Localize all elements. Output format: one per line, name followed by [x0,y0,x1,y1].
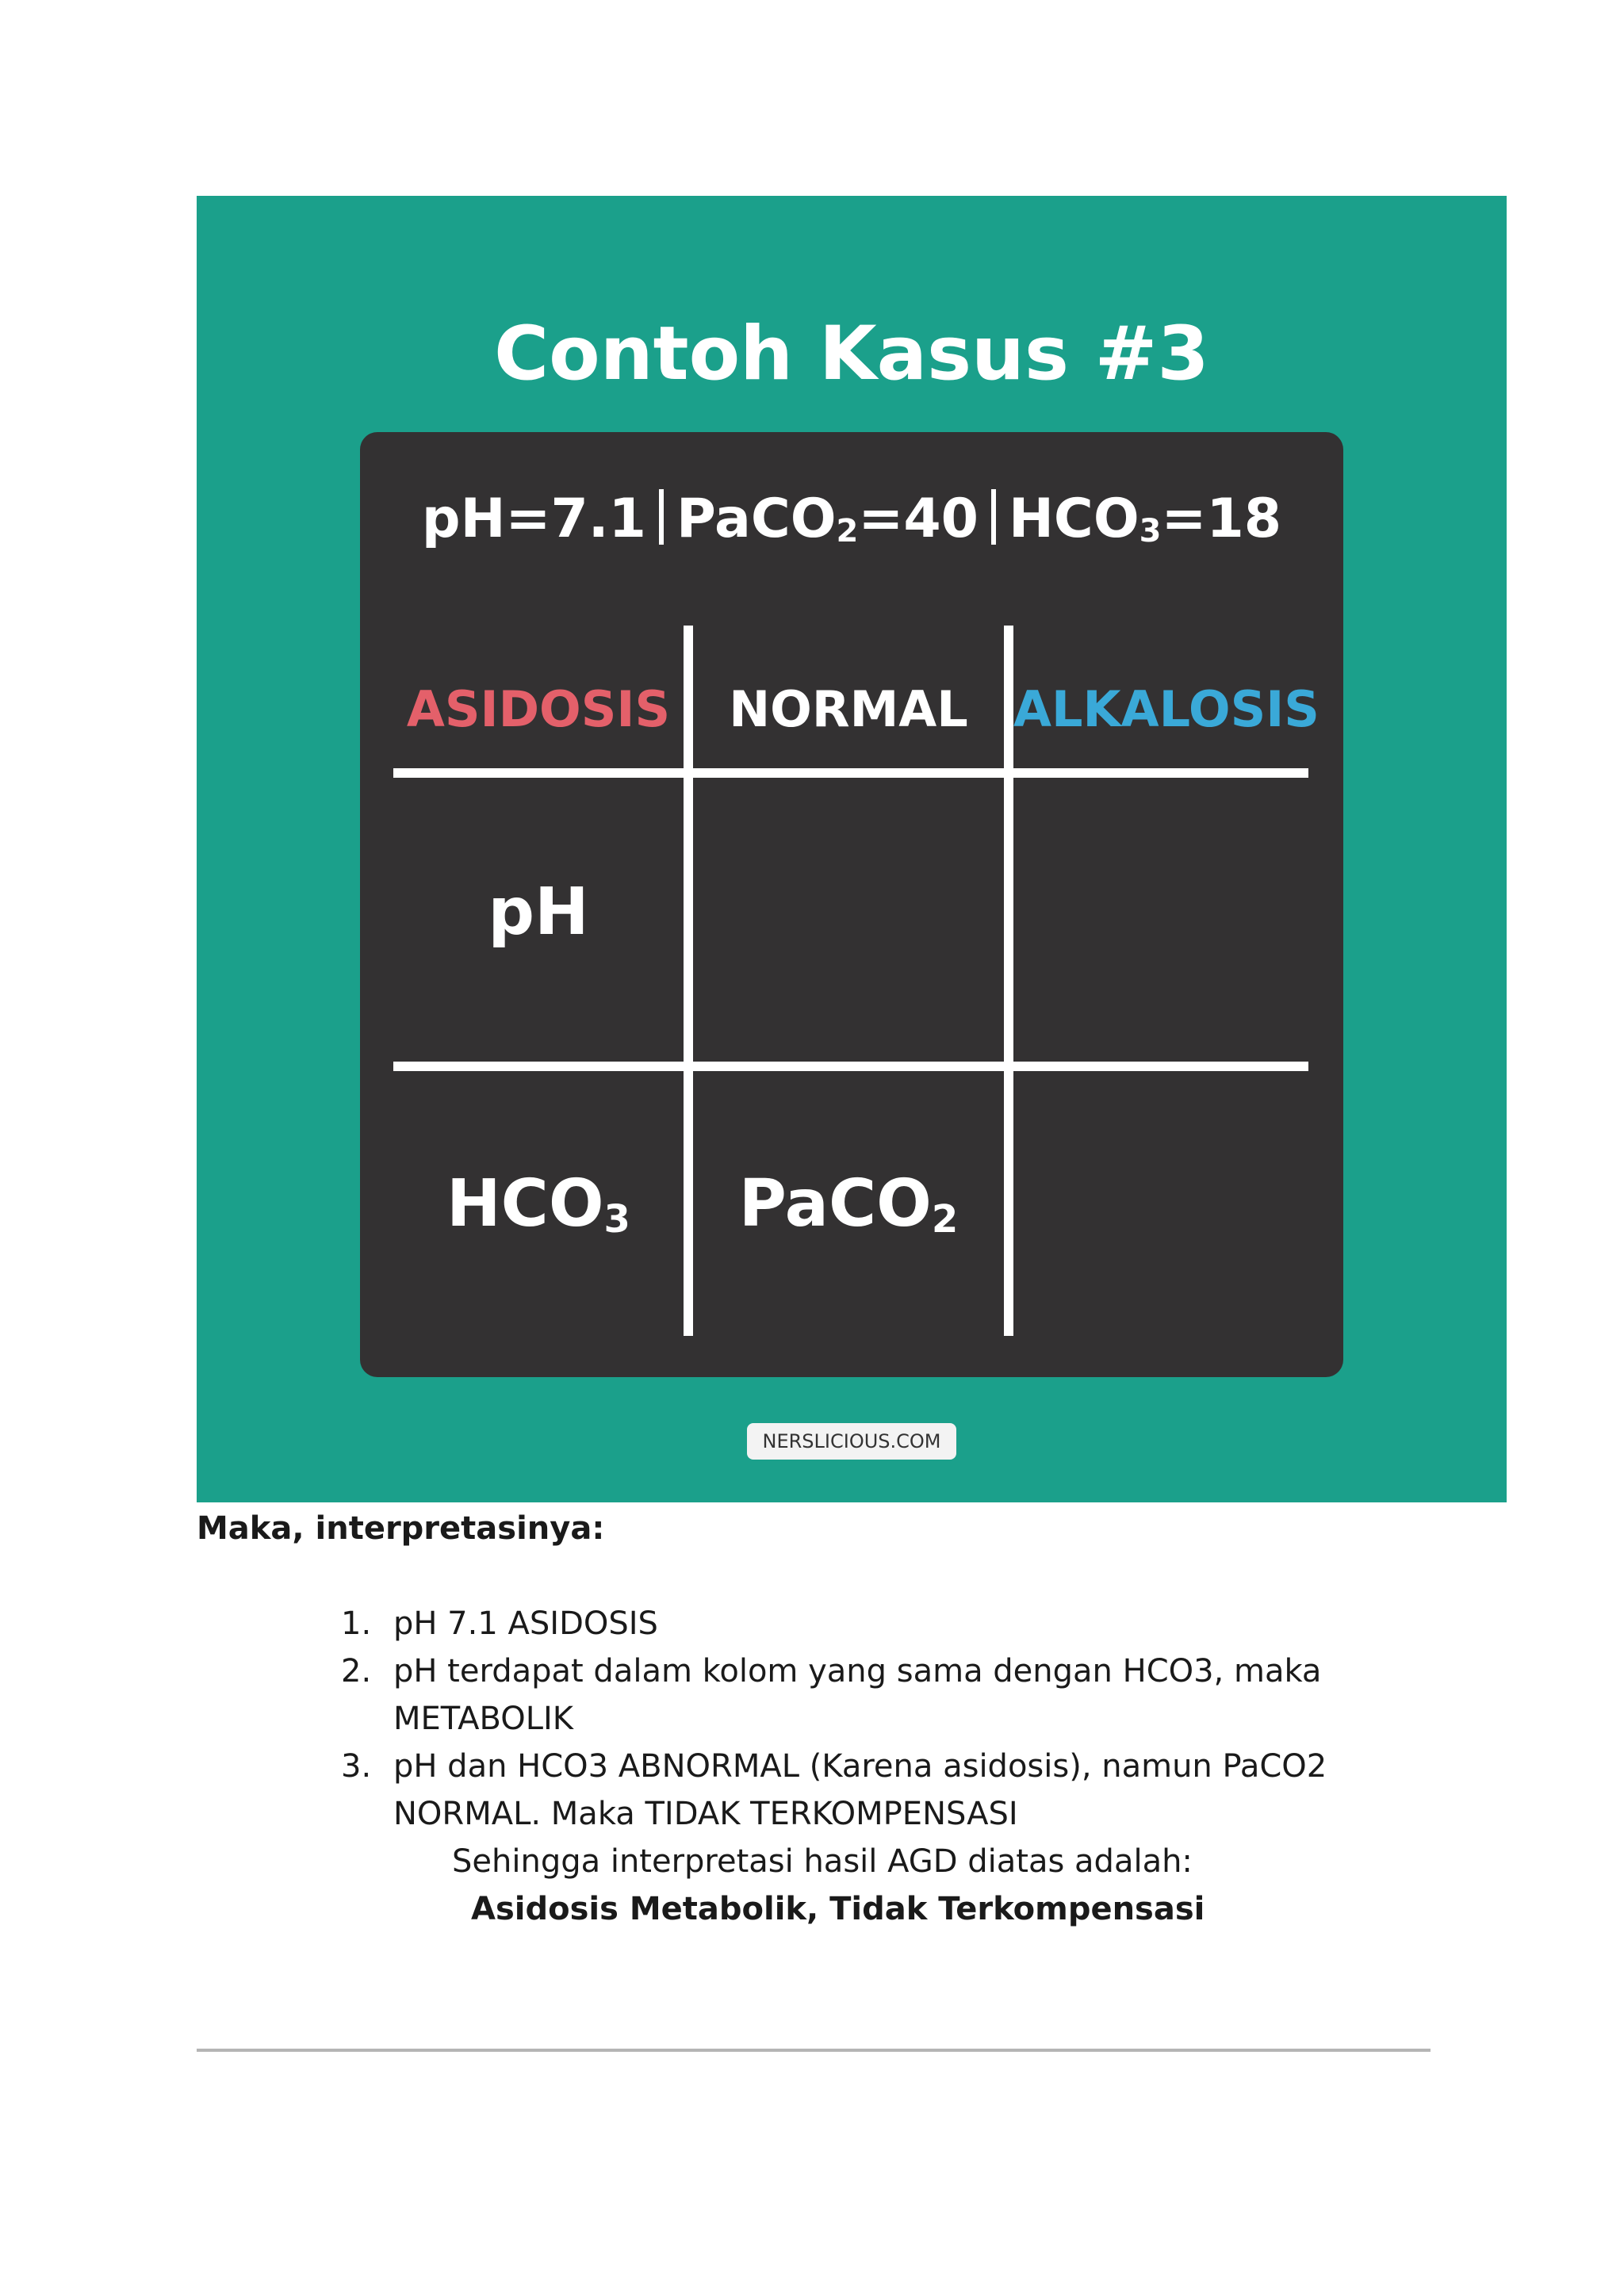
column-header-alkalosis: ALKALOSIS [1013,680,1320,738]
cell-ph-asidosis: pH [488,874,589,950]
source-badge: NERSLICIOUS.COM [747,1423,956,1460]
column-header-normal: NORMAL [729,680,968,738]
divider [197,2049,1431,2052]
case-figure [197,196,1507,1502]
conclusion-intro: Sehingga interpretasi hasil AGD diatas adalah: [452,1843,1193,1880]
grid-line-vertical [1004,626,1013,1336]
case-values [360,480,1343,566]
figure-title: Contoh Kasus #3 [494,311,1209,397]
separator [991,489,996,545]
list-item: 2. pH terdapat dalam kolom yang sama dengan HCO3, maka METABOLIK [341,1653,1322,1737]
list-item: 1. pH 7.1 ASIDOSIS [341,1605,658,1642]
grid-line-vertical [684,626,693,1336]
separator [659,489,664,545]
interpretation-steps [341,1600,1388,1838]
interpretation-lead: Maka, interpretasinya: [197,1510,605,1547]
cell-paco2-normal: PaCO$_2$ [738,1166,959,1242]
grid-line-horizontal [393,1062,1308,1071]
cell-hco3-asidosis: $HCO_3$ [446,1166,630,1242]
grid-line-horizontal [393,768,1308,778]
hco3-value: $HCO_3=18$ [1009,488,1282,550]
paco2-value: PaCO$_2$=40 [676,488,979,550]
interpretation-board [360,432,1343,1377]
list-item: 3. pH dan HCO3 ABNORMAL (Karena asidosis), namun PaCO2 NORMAL. Maka TIDAK TERKOMPENSASI [341,1748,1327,1832]
conclusion: Asidosis Metabolik, Tidak Terkompensasi [471,1891,1205,1927]
ph-value: pH=7.1 [421,488,646,550]
column-header-asidosis: ASIDOSIS [406,680,671,738]
